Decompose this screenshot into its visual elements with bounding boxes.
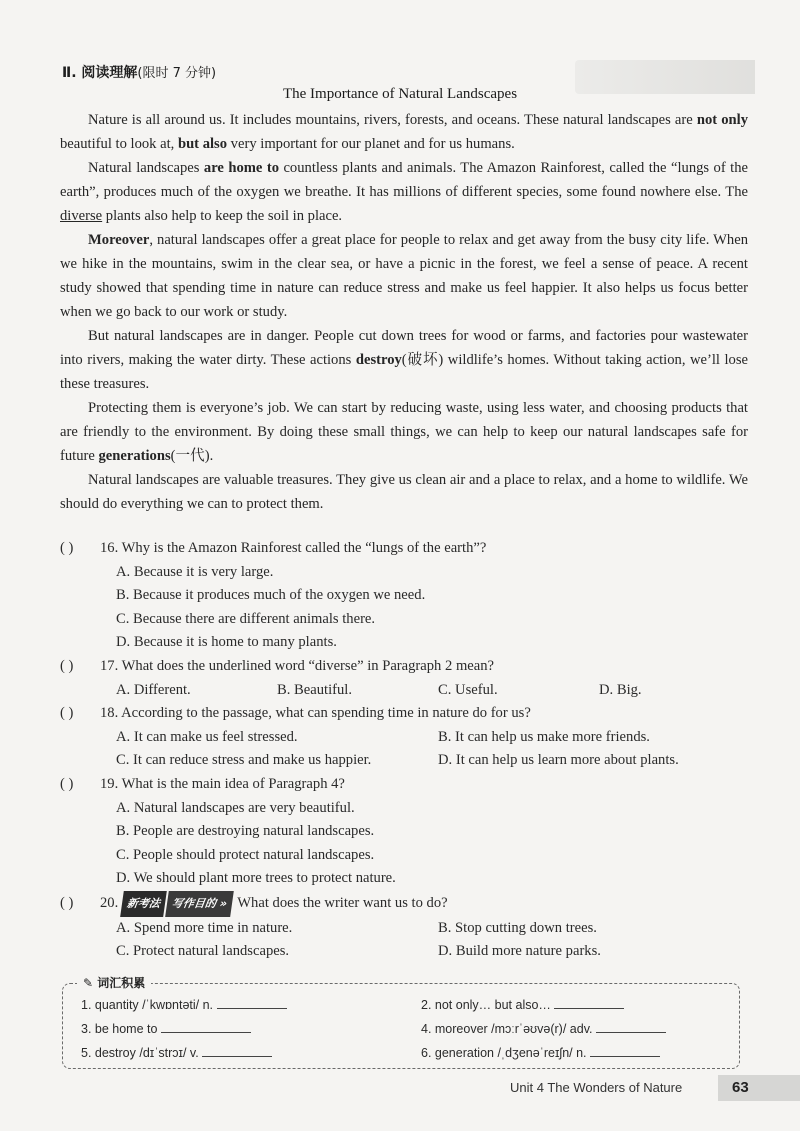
paragraph-2: Natural landscapes are home to countless plants and animals. The Amazon Rainforest, called the “lungs of the earth”, produces much of the oxygen we breathe. It has millions of different species, some found nowhere else. The diverse plants also help to keep the soil in place. bbox=[60, 160, 748, 224]
keyword-moreover: Moreover bbox=[88, 232, 150, 248]
option[interactable]: C. Protect natural landscapes. bbox=[116, 943, 290, 960]
option[interactable]: C. Because there are different animals there. bbox=[116, 610, 376, 627]
option[interactable]: A. Different. bbox=[116, 681, 191, 698]
vocab-item: 1. quantity /ˈkwɒntəti/ n. bbox=[81, 996, 421, 1014]
answer-blank[interactable]: ( ) bbox=[60, 894, 74, 911]
answer-blank[interactable]: ( ) bbox=[60, 775, 74, 792]
option[interactable]: D. Big. bbox=[599, 681, 642, 698]
fill-blank[interactable] bbox=[161, 1020, 251, 1033]
fill-blank[interactable] bbox=[202, 1044, 272, 1057]
paragraph-6: Natural landscapes are valuable treasures. They give us clean air and a place to relax, and a home to wildlife. We should do everything we can to protect them. bbox=[60, 472, 748, 512]
reading-passage bbox=[60, 108, 748, 516]
option[interactable]: A. It can make us feel stressed. bbox=[116, 728, 298, 745]
option[interactable]: B. Beautiful. bbox=[277, 681, 352, 698]
option-row bbox=[60, 749, 760, 773]
underlined-word-diverse: diverse bbox=[60, 208, 103, 224]
option[interactable]: B. It can help us make more friends. bbox=[438, 728, 650, 745]
keyword-generations: generations bbox=[98, 448, 171, 464]
option[interactable]: B. Stop cutting down trees. bbox=[438, 919, 597, 936]
option[interactable]: C. It can reduce stress and make us happier. bbox=[116, 752, 372, 769]
section-label: Ⅱ. 阅读理解 bbox=[62, 65, 138, 81]
page-number: 63 bbox=[718, 1075, 800, 1101]
keyword-not-only: not only bbox=[696, 112, 749, 128]
question-18: ( ) 18. According to the passage, what can spending time in nature do for us? bbox=[60, 702, 760, 726]
option-row bbox=[60, 679, 760, 703]
vocabulary-box bbox=[62, 976, 740, 1069]
paragraph-5: Protecting them is everyone’s job. We can start by reducing waste, using less water, and choosing products that are friendly to the environment. By doing these small things, we can help to keep our natural landscapes safe for future generations(一代). bbox=[60, 400, 748, 464]
vocabulary-grid bbox=[81, 996, 731, 1062]
time-limit: (限时 7 分钟) bbox=[137, 66, 217, 81]
option-row bbox=[60, 726, 760, 750]
keyword-are-home-to: are home to bbox=[203, 160, 279, 176]
keyword-but-also: but also bbox=[177, 136, 228, 152]
option[interactable]: D. It can help us learn more about plants. bbox=[438, 752, 679, 769]
fill-blank[interactable] bbox=[590, 1044, 660, 1057]
option[interactable]: A. Because it is very large. bbox=[116, 563, 274, 580]
option[interactable]: D. We should plant more trees to protect nature. bbox=[116, 870, 396, 887]
page-footer bbox=[0, 1075, 800, 1101]
section-heading bbox=[62, 62, 216, 82]
vocab-item: 4. moreover /mɔːrˈəʊvə(r)/ adv. bbox=[421, 1020, 731, 1038]
option[interactable]: C. Useful. bbox=[438, 681, 498, 698]
option[interactable]: B. People are destroying natural landscapes. bbox=[116, 823, 375, 840]
unit-label: Unit 4 The Wonders of Nature bbox=[510, 1080, 683, 1095]
option-row bbox=[60, 917, 760, 941]
vocab-item: 2. not only… but also… bbox=[421, 996, 731, 1014]
fill-blank[interactable] bbox=[217, 996, 287, 1009]
vocab-item: 6. generation /ˌdʒenəˈreɪʃn/ n. bbox=[421, 1044, 731, 1062]
vocabulary-title: ✎ 词汇积累 bbox=[77, 974, 151, 991]
option-row bbox=[60, 940, 760, 964]
option[interactable]: B. Because it produces much of the oxygen we need. bbox=[116, 587, 426, 604]
answer-blank[interactable]: ( ) bbox=[60, 705, 74, 722]
vocab-item: 3. be home to bbox=[81, 1020, 421, 1038]
paragraph-1: Nature is all around us. It includes mountains, rivers, forests, and oceans. These natural landscapes are not only beautiful to look at, but also very important for our planet and for us humans. bbox=[60, 112, 749, 152]
vocab-item: 5. destroy /dɪˈstrɔɪ/ v. bbox=[81, 1044, 421, 1062]
fill-blank[interactable] bbox=[554, 996, 624, 1009]
paragraph-4: But natural landscapes are in danger. People cut down trees for wood or farms, and factories pour wastewater into rivers, making the water dirty. These actions destroy(破坏) wildlife’s homes. Without taking action, we’ll lose these treasures. bbox=[60, 328, 748, 392]
option[interactable]: D. Build more nature parks. bbox=[438, 943, 601, 960]
fill-blank[interactable] bbox=[596, 1020, 666, 1033]
answer-blank[interactable]: ( ) bbox=[60, 540, 74, 556]
option[interactable]: C. People should protect natural landscapes. bbox=[116, 846, 375, 863]
question-list bbox=[60, 537, 760, 964]
question-20: ( ) 20. 新考法 写作目的 » What does the writer want us to do? bbox=[60, 891, 760, 917]
question-16: ( ) 16. Why is the Amazon Rainforest called the “lungs of the earth”? bbox=[60, 537, 760, 561]
answer-blank[interactable]: ( ) bbox=[60, 657, 74, 674]
paragraph-3: Moreover, natural landscapes offer a great place for people to relax and get away from the busy city life. When we hike in the mountains, swim in the clear sea, or have a picnic in the forest, we feel a sense of peace. A recent study showed that spending time in nature can reduce stress and make us feel happier. It also helps us focus better when we go back to our work or study. bbox=[60, 232, 748, 320]
keyword-destroy: destroy bbox=[355, 352, 402, 368]
option[interactable]: D. Because it is home to many plants. bbox=[116, 634, 337, 651]
option[interactable]: A. Spend more time in nature. bbox=[116, 919, 293, 936]
new-method-tag: 新考法 bbox=[120, 891, 167, 917]
passage-title: The Importance of Natural Landscapes bbox=[282, 86, 518, 102]
question-19: ( ) 19. What is the main idea of Paragraph 4? bbox=[60, 773, 760, 797]
question-17: ( ) 17. What does the underlined word “diverse” in Paragraph 2 mean? bbox=[60, 655, 760, 679]
option[interactable]: A. Natural landscapes are very beautiful. bbox=[116, 799, 355, 816]
writing-purpose-tag: 写作目的 » bbox=[165, 891, 234, 917]
